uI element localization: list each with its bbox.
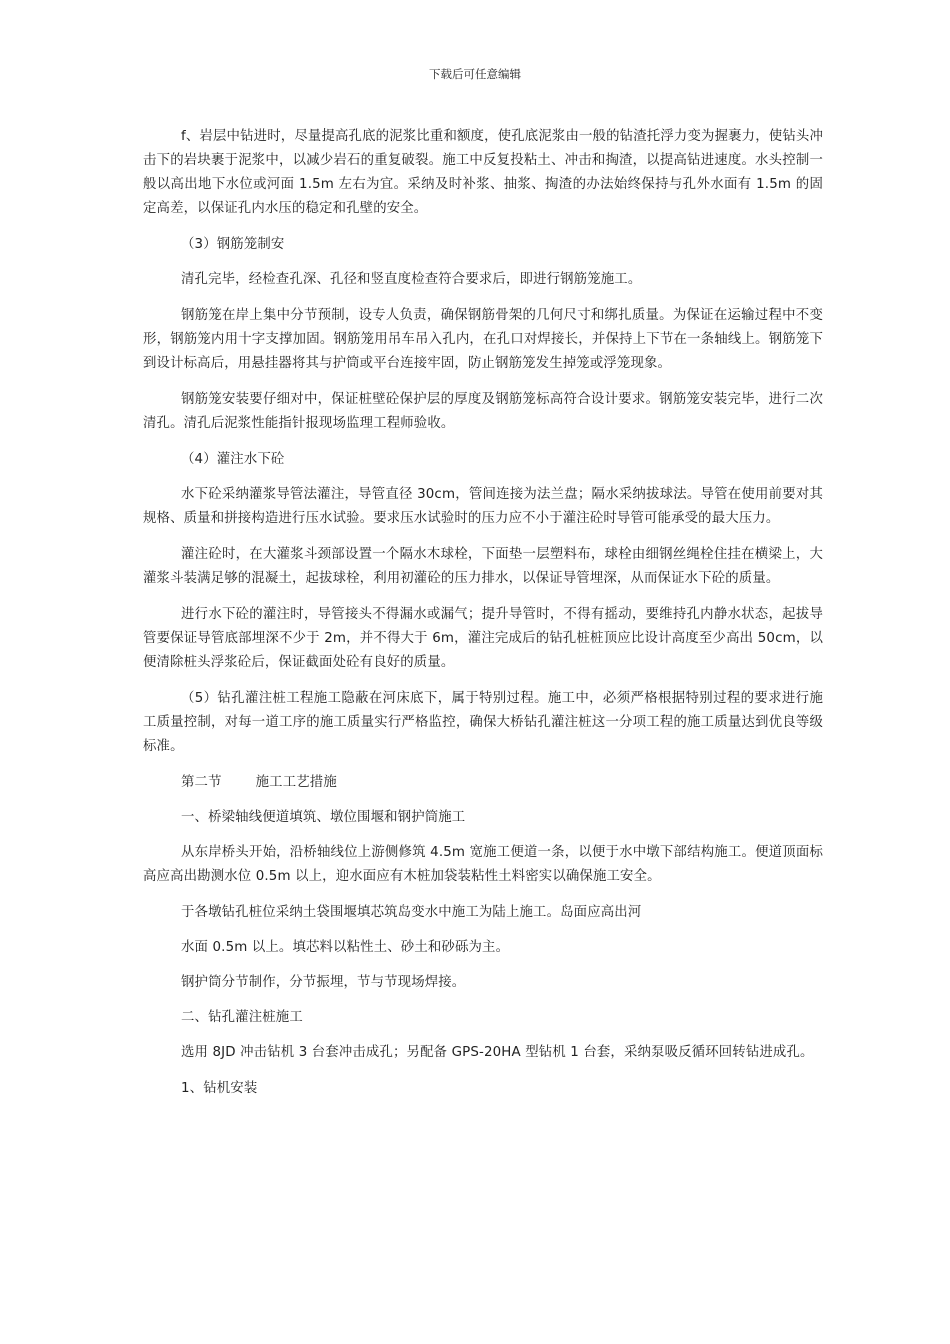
paragraph-pouring-plug: 灌注砼时，在大灌浆斗颈部设置一个隔水木球栓，下面垫一层塑料布，球栓由细钢丝绳栓住挂在横梁上，大灌浆斗装满足够的混凝土，起拔球栓，利用初灌砼的压力排水，以保证导管埋深，从而保证水下砼的质量。 — [143, 547, 823, 586]
paragraph-rebar-install: 钢筋笼安装要仔细对中，保证桩壁砼保护层的厚度及钢筋笼标高符合设计要求。钢筋笼安装完毕，进行二次清孔。清孔后泥浆性能指针报现场监理工程师验收。 — [143, 392, 823, 431]
heading-rebar-cage: （3）钢筋笼制安 — [181, 237, 285, 252]
paragraph-pouring-rules: 进行水下砼的灌注时，导管接头不得漏水或漏气；提升导管时，不得有摇动，要维持孔内静水状态，起拔导管要保证导管底部埋深不少于 2m，并不得大于 6m，灌注完成后的钻孔桩桩顶应比设计高度至少高出 50cm，以便清除桩头浮浆砼后，保证截面处砼有良好的质量。 — [143, 607, 823, 670]
section-heading — [143, 771, 823, 795]
paragraph-cleaning-complete: 清孔完毕，经检查孔深、孔径和竖直度检查符合要求后，即进行钢筋笼施工。 — [181, 272, 642, 287]
paragraph-access-road: 从东岸桥头开始，沿桥轴线位上游侧修筑 4.5m 宽施工便道一条，以便于水中墩下部结构施工。便道顶面标高应高出勘测水位 0.5m 以上，迎水面应有木桩加袋装粘性土料密实以确保施工安全。 — [143, 845, 823, 884]
paragraph-cofferdam-1: 于各墩钻孔桩位采纳土袋围堰填芯筑岛变水中施工为陆上施工。岛面应高出河 — [181, 905, 642, 920]
heading-bored-pile: 二、钻孔灌注桩施工 — [181, 1010, 303, 1025]
section-number: 第二节 — [181, 775, 222, 790]
section-title: 施工工艺措施 — [255, 775, 337, 790]
heading-underwater-concrete: （4）灌注水下砼 — [181, 452, 285, 467]
page-header: 下载后可任意编辑 — [429, 67, 521, 81]
paragraph-steel-casing: 钢护筒分节制作，分节振埋，节与节现场焊接。 — [181, 975, 466, 990]
heading-drill-install: 1、钻机安装 — [181, 1081, 258, 1096]
document-body — [143, 125, 823, 1112]
paragraph-special-process: （5）钻孔灌注桩工程施工隐蔽在河床底下，属于特别过程。施工中，必须严格根据特别过程的要求进行施工质量控制，对每一道工序的施工质量实行严格监控，确保大桥钻孔灌注桩这一分项工程的施工质量达到优良等级标准。 — [143, 691, 823, 754]
paragraph-cofferdam-2: 水面 0.5m 以上。填芯料以粘性土、砂土和砂砾为主。 — [181, 940, 510, 955]
heading-access-road: 一、桥梁轴线便道填筑、墩位围堰和钢护筒施工 — [181, 810, 466, 825]
paragraph-rebar-prefab: 钢筋笼在岸上集中分节预制，设专人负责，确保钢筋骨架的几何尺寸和绑扎质量。为保证在运输过程中不变形，钢筋笼内用十字支撑加固。钢筋笼用吊车吊入孔内，在孔口对焊接长，并保持上下节在一条轴线上。钢筋笼下到设计标高后，用悬挂器将其与护筒或平台连接牢固，防止钢筋笼发生掉笼或浮笼现象。 — [143, 308, 823, 371]
paragraph-drill-selection: 选用 8JD 冲击钻机 3 台套冲击成孔；另配备 GPS-20HA 型钻机 1 台套，采纳泵吸反循环回转钻进成孔。 — [181, 1045, 814, 1060]
paragraph-rock-drilling: f、岩层中钻进时，尽量提高孔底的泥浆比重和额度，使孔底泥浆由一般的钻渣托浮力变为握裹力，使钻头冲击下的岩块裹于泥浆中，以减少岩石的重复破裂。施工中反复投粘土、冲击和掏渣，以提高钻进速度。水头控制一般以高出地下水位或河面 1.5m 左右为宜。采纳及时补浆、抽浆、掏渣的办法始终保持与孔外水面有 1.5m 的固定高差，以保证孔内水压的稳定和孔壁的安全。 — [143, 129, 823, 216]
paragraph-tremie-method: 水下砼采纳灌浆导管法灌注，导管直径 30cm，管间连接为法兰盘；隔水采纳拔球法。导管在使用前要对其规格、质量和拼接构造进行压水试验。要求压水试验时的压力应不小于灌注砼时导管可能承受的最大压力。 — [143, 487, 823, 526]
